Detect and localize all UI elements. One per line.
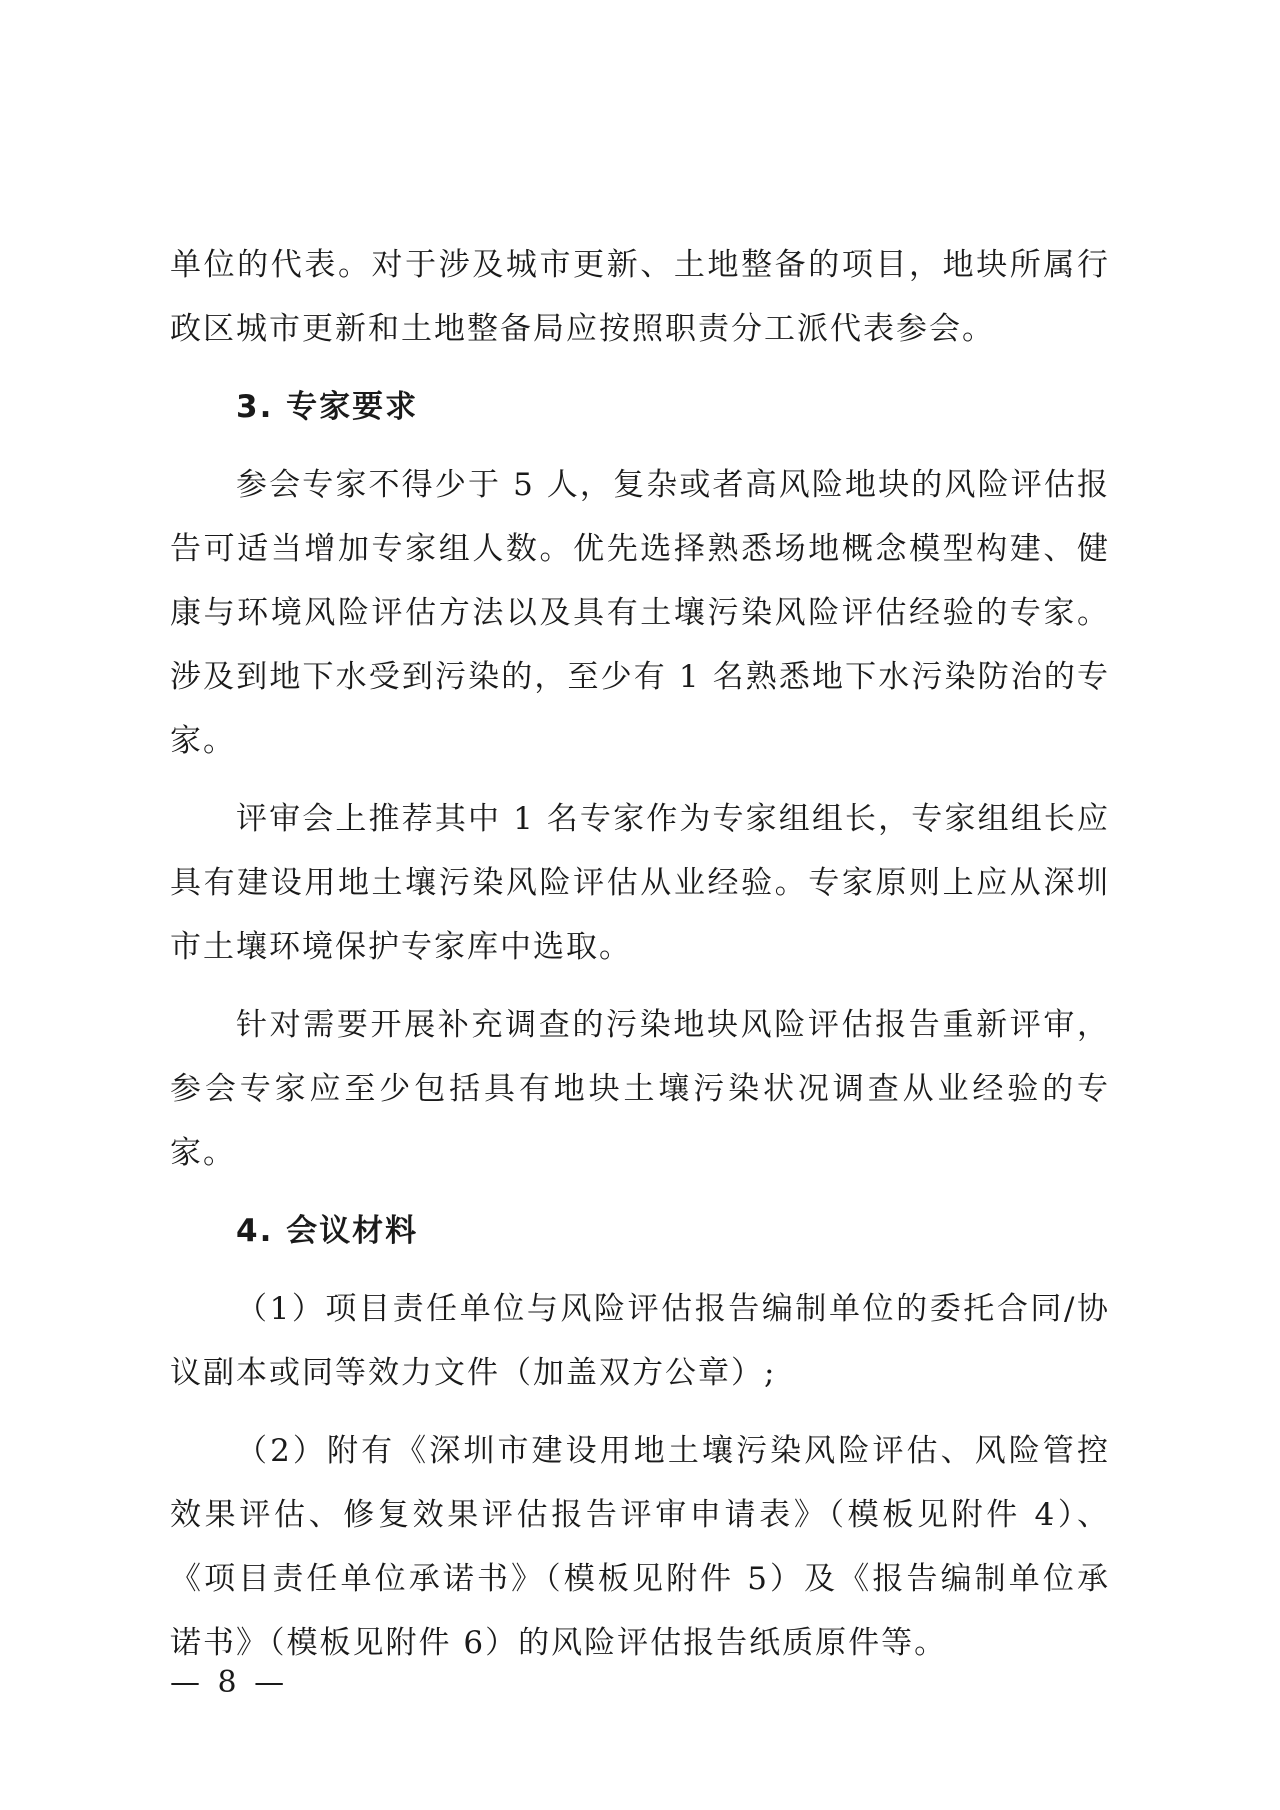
paragraph-representatives: 单位的代表。对于涉及城市更新、土地整备的项目，地块所属行政区城市更新和土地整备局应按照职责分工派代表参会。 — [170, 247, 1110, 347]
paragraph-material-1: （1）项目责任单位与风险评估报告编制单位的委托合同/协议副本或同等效力文件（加盖双方公章）; — [170, 1291, 1110, 1391]
heading-meeting-materials: 4. 会议材料 — [236, 1213, 419, 1249]
paragraph-material-2: （2）附有《深圳市建设用地土壤污染风险评估、风险管控效果评估、修复效果评估报告评审申请表》（模板见附件 4）、《项目责任单位承诺书》（模板见附件 5）及《报告编制单位承诺书》（模板见附件 6）的风险评估报告纸质原件等。 — [170, 1433, 1110, 1661]
heading-expert-requirements: 3. 专家要求 — [236, 389, 419, 425]
paragraph-supplementary-review: 针对需要开展补充调查的污染地块风险评估报告重新评审，参会专家应至少包括具有地块土壤污染状况调查从业经验的专家。 — [170, 1007, 1110, 1171]
paragraph-expert-count: 参会专家不得少于 5 人，复杂或者高风险地块的风险评估报告可适当增加专家组人数。优先选择熟悉场地概念模型构建、健康与环境风险评估方法以及具有土壤污染风险评估经验的专家。涉及到地下水受到污染的，至少有 1 名熟悉地下水污染防治的专家。 — [170, 467, 1110, 759]
page-body — [170, 233, 1110, 1675]
page-number: — 8 — — [170, 1665, 289, 1700]
paragraph-group-leader: 评审会上推荐其中 1 名专家作为专家组组长，专家组组长应具有建设用地土壤污染风险评估从业经验。专家原则上应从深圳市土壤环境保护专家库中选取。 — [170, 801, 1110, 965]
